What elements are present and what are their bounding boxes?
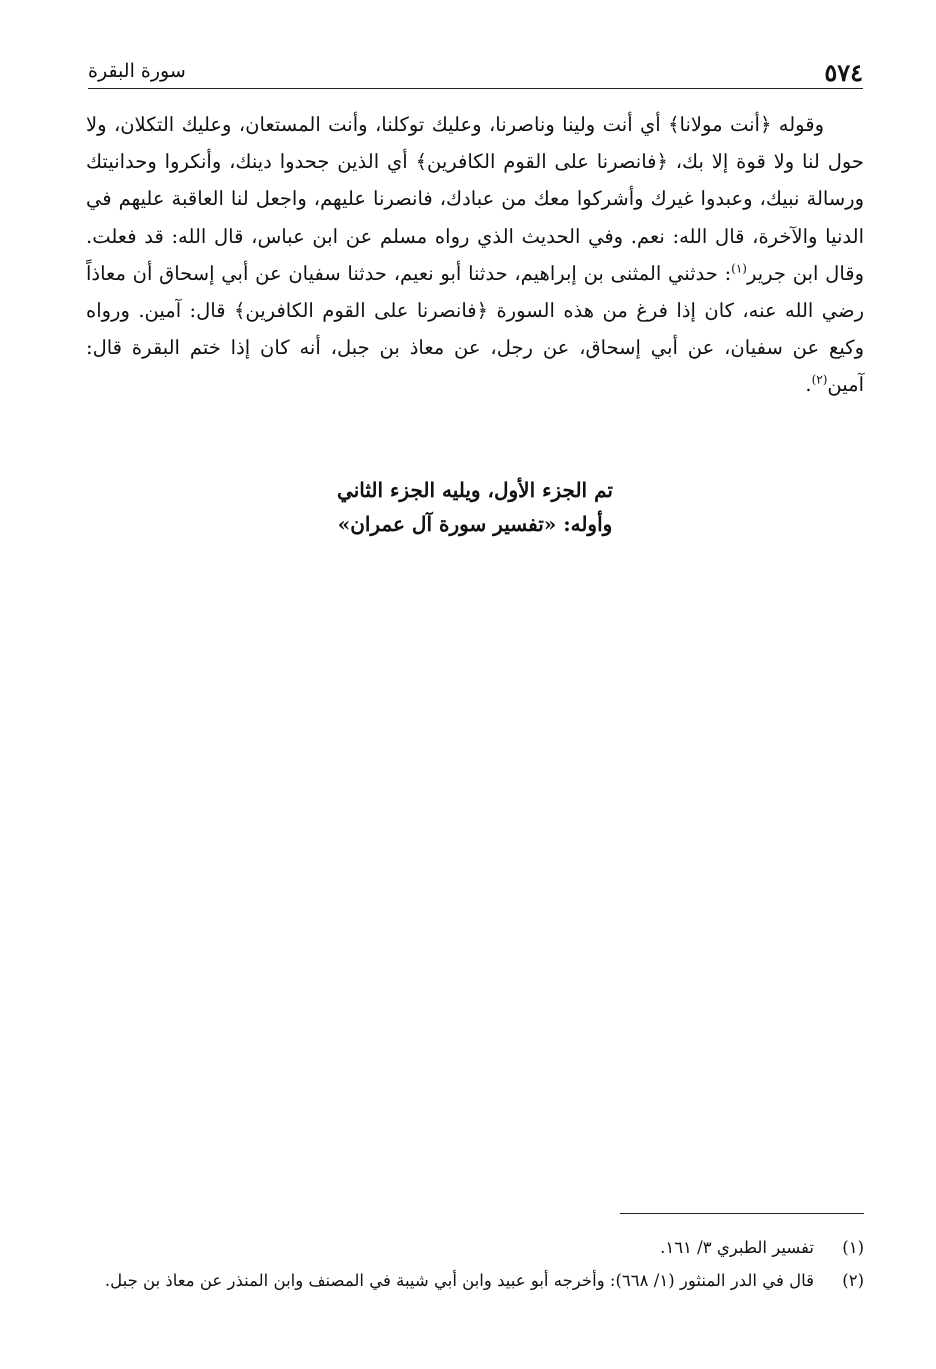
running-title: سورة البقرة xyxy=(88,60,186,82)
page-number: ٥٧٤ xyxy=(824,58,863,87)
closing-line-1: تم الجزء الأول، ويليه الجزء الثاني xyxy=(337,478,613,502)
footnote-item xyxy=(86,1264,864,1297)
footnote-number: (٢) xyxy=(842,1271,864,1290)
main-text xyxy=(86,106,864,404)
footnotes xyxy=(86,1231,864,1297)
footnote-text: تفسير الطبري ٣/ ١٦١. xyxy=(660,1238,814,1257)
footnote-text: قال في الدر المنثور (١/ ٦٦٨): وأخرجه أبو عبيد وابن أبي شيبة في المصنف وابن المنذر عن معاذ بن جبل. xyxy=(104,1271,814,1290)
body-paragraph xyxy=(86,106,864,404)
footnote-ref-2: (٢) xyxy=(811,372,828,387)
closing-note xyxy=(86,473,864,541)
paragraph-text: وقوله ﴿أنت مولانا﴾ أي أنت ولينا وناصرنا، وعليك توكلنا، وأنت المستعان، وعليك التكلان، ولا حول لنا ولا قوة إلا بك، ﴿فانصرنا على القوم الكافرين﴾ أي الذين جحدوا دينك، وأنكروا وحدانيتك ورسالة نبيك، وعبدوا غيرك وأشركوا معك من عبادك، فانصرنا عليهم، واجعل لنا العاقبة عليهم في الدنيا والآخرة، قال الله: نعم. وفي الحديث الذي رواه مسلم عن ابن عباس، قال الله: قد فعلت. وقال ابن جرير xyxy=(86,113,865,285)
closing-line-2: وأوله: «تفسير سورة آل عمران» xyxy=(337,512,613,536)
page-header xyxy=(88,54,863,89)
paragraph-end: . xyxy=(805,373,812,397)
footnote-item xyxy=(86,1231,864,1264)
footnote-divider xyxy=(620,1213,864,1214)
footnote-ref-1: (١) xyxy=(731,261,747,276)
paragraph-text-continued: : حدثني المثنى بن إبراهيم، حدثنا أبو نعيم، حدثنا سفيان عن أبي إسحاق أن معاذاً رضي الله عنه، كان إذا فرغ من هذه السورة ﴿فانصرنا على القوم الكافرين﴾ قال: آمين. ورواه وكيع عن سفيان، عن أبي إسحاق، عن رجل، عن معاذ بن جبل، أنه كان إذا ختم البقرة قال: آمين xyxy=(86,261,864,397)
footnote-number: (١) xyxy=(842,1238,864,1257)
